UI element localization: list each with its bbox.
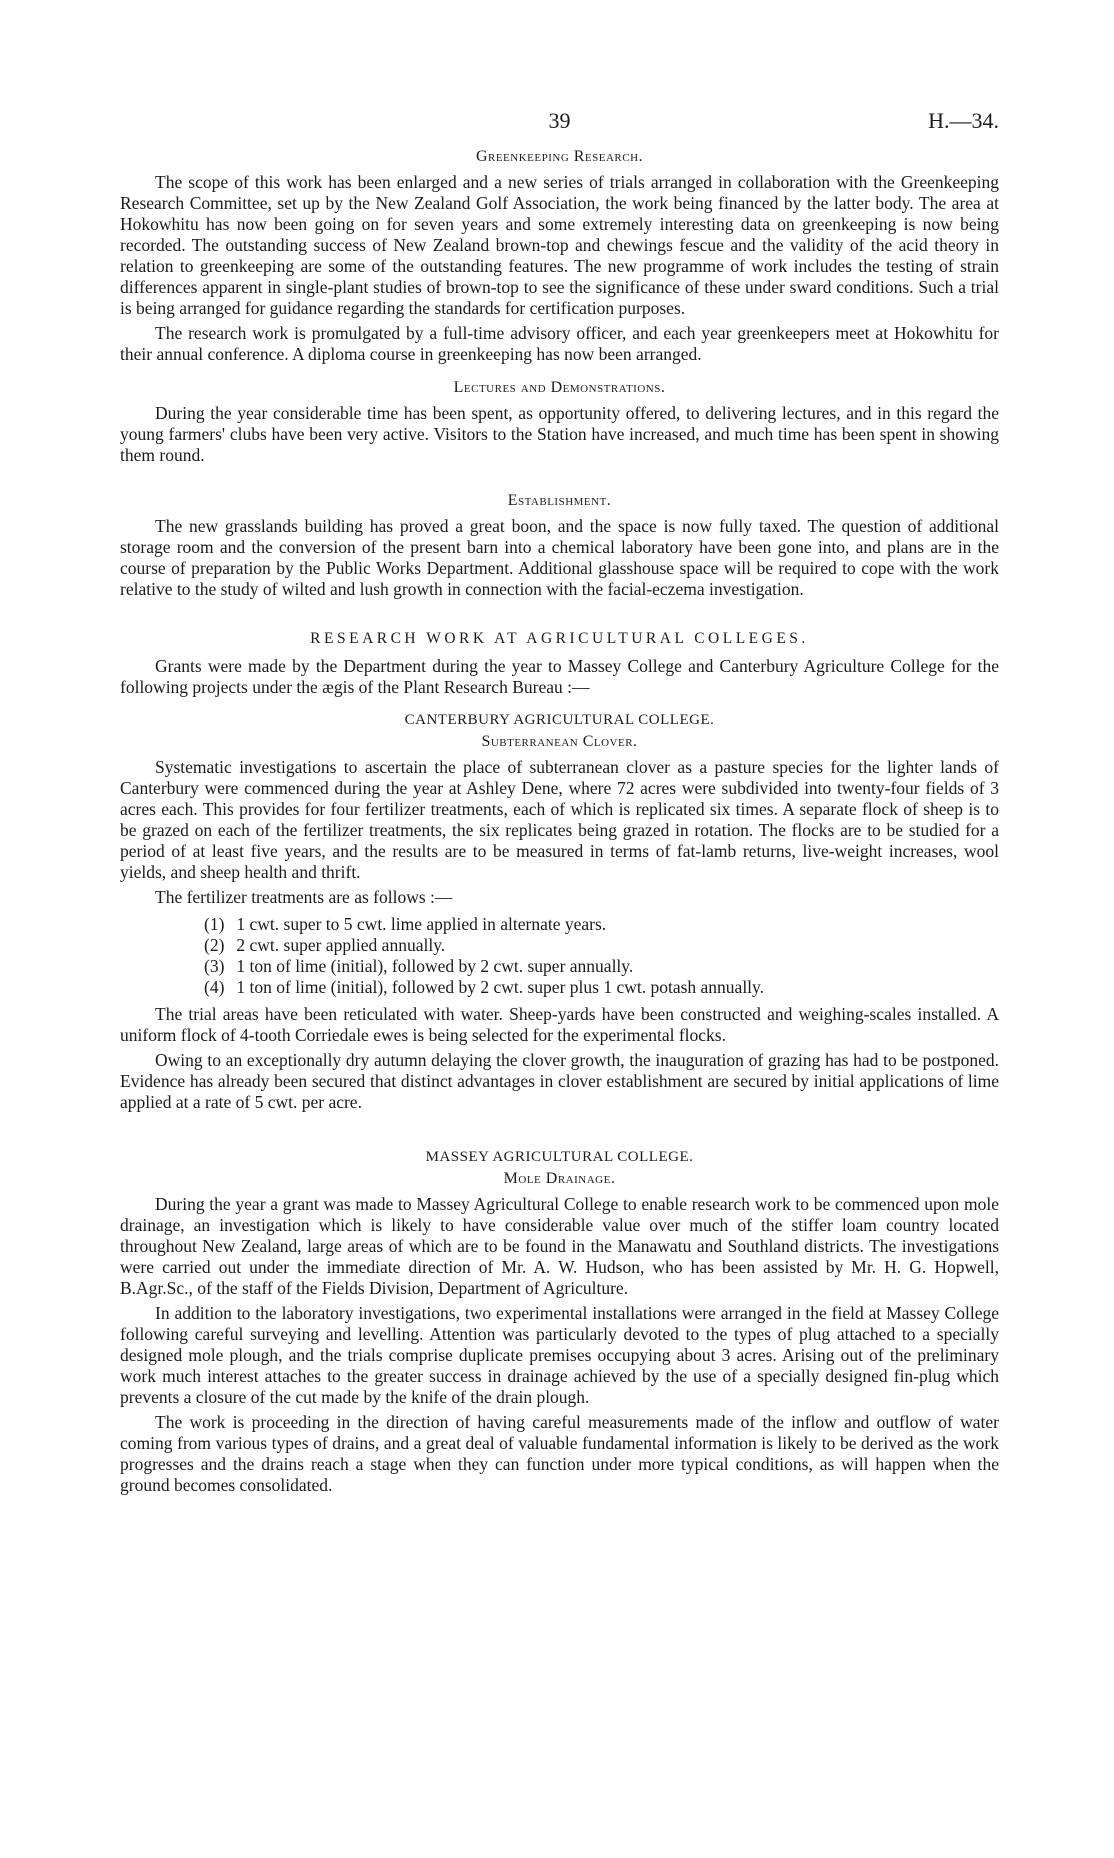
page-number: 39 <box>548 108 571 133</box>
list-item-text: 1 ton of lime (initial), followed by 2 cwt. super plus 1 cwt. potash annually. <box>236 977 765 997</box>
page-header <box>120 100 999 134</box>
lectures-heading: Lectures and Demonstrations. <box>453 379 666 396</box>
list-item <box>204 935 999 956</box>
paragraph: The work is proceeding in the direction of having careful measurements made of the inflow and outflow of water coming from various types of drains, and a great deal of valuable fundamental information is likely to be derived as the work progresses and the drains reach a stage when they can function under more typical conditions, as will happen when the ground becomes consolidated. <box>120 1412 999 1495</box>
list-item-text: 1 ton of lime (initial), followed by 2 cwt. super annually. <box>236 956 634 976</box>
subterranean-clover-heading: Subterranean Clover. <box>481 733 638 750</box>
document-reference: H.—34. <box>928 108 999 133</box>
lectures-section <box>120 379 999 466</box>
paragraph: The new grasslands building has proved a great boon, and the space is now fully taxed. The question of additional storage room and the conversion of the present barn into a chemical laboratory have been gone into, and plans are in the course of preparation by the Public Works Department. Additional glasshouse space will be required to cope with the work relative to the study of wilted and lush growth in connection with the facial-eczema investigation. <box>120 516 999 599</box>
list-item <box>204 956 999 977</box>
list-item-number: (2) <box>204 935 225 955</box>
paragraph: Systematic investigations to ascertain the place of subterranean clover as a pasture species for the lighter lands of Canterbury were commenced during the year at Ashley Dene, where 72 acres were subdivided into twenty-four fields of 3 acres each. This provides for four fertilizer treatments, each of which is replicated six times. A separate flock of sheep is to be grazed on each of the fertilizer treatments, the six replicates being grazed in rotation. The flocks are to be studied for a period of at least five years, and the results are to be measured in terms of fat-lamb returns, live-weight increases, wool yields, and sheep health and thrift. <box>120 757 999 882</box>
list-item-text: 1 cwt. super to 5 cwt. lime applied in alternate years. <box>236 914 607 934</box>
paragraph: During the year considerable time has been spent, as opportunity offered, to delivering lectures, and in this regard the young farmers' clubs have been very active. Visitors to the Station have increased, and much time has been spent in showing them round. <box>120 403 999 465</box>
list-item <box>204 977 999 998</box>
research-colleges-section <box>120 630 999 698</box>
list-item-number: (1) <box>204 914 225 934</box>
paragraph: The scope of this work has been enlarged and a new series of trials arranged in collaboration with the Greenkeeping Research Committee, set up by the New Zealand Golf Association, the work being financed by the latter body. The area at Hokowhitu has now been going on for seven years and some extremely interesting data on greenkeeping is now being recorded. The outstanding success of New Zealand brown-top and chewings fescue and the validity of the acid theory in relation to greenkeeping are some of the outstanding features. The new programme of work includes the testing of strain differences apparent in single-plant studies of brown-top to see the significance of these under sward conditions. Such a trial is being arranged for guidance regarding the standards for certification purposes. <box>120 172 999 318</box>
mole-drainage-heading: Mole Drainage. <box>503 1170 616 1187</box>
list-item-text: 2 cwt. super applied annually. <box>236 935 446 955</box>
treatments-intro: The fertilizer treatments are as follows :— <box>155 887 453 907</box>
list-item <box>204 914 999 935</box>
canterbury-section <box>120 712 999 1113</box>
paragraph: In addition to the laboratory investigations, two experimental installations were arranged in the field at Massey College following careful surveying and levelling. Attention was particularly devoted to the types of plug attached to a specially designed mole plough, and the trials comprise duplicate premises occupying about 3 acres. Arising out of the preliminary work much interest attaches to the greater success in drainage achieved by the use of a specially designed fin-plug which prevents a closure of the cut made by the knife of the drain plough. <box>120 1303 999 1407</box>
greenkeeping-heading: Greenkeeping Research. <box>475 148 644 165</box>
fertilizer-treatments-list <box>120 914 999 998</box>
paragraph: Grants were made by the Department during the year to Massey College and Canterbury Agriculture College for the following projects under the ægis of the Plant Research Bureau :— <box>120 656 999 697</box>
greenkeeping-section <box>120 148 999 365</box>
paragraph: During the year a grant was made to Massey Agricultural College to enable research work to be commenced upon mole drainage, an investigation which is likely to have considerable value over much of the stiffer loam country located throughout New Zealand, large areas of which are to be found in the Manawatu and Southland districts. The investigations were carried out under the immediate direction of Mr. A. W. Hudson, who has been assisted by Mr. H. G. Hopwell, B.Agr.Sc., of the staff of the Fields Division, Department of Agriculture. <box>120 1194 999 1298</box>
massey-section <box>120 1149 999 1496</box>
canterbury-college-heading: CANTERBURY AGRICULTURAL COLLEGE. <box>404 712 715 728</box>
establishment-heading: Establishment. <box>507 492 612 509</box>
paragraph: The trial areas have been reticulated with water. Sheep-yards have been constructed and weighing-scales installed. A uniform flock of 4-tooth Corriedale ewes is being selected for the experimental flocks. <box>120 1004 999 1045</box>
paragraph: The research work is promulgated by a full-time advisory officer, and each year greenkeepers meet at Hokowhitu for their annual conference. A diploma course in greenkeeping has now been arranged. <box>120 323 999 364</box>
list-item-number: (3) <box>204 956 225 976</box>
massey-college-heading: MASSEY AGRICULTURAL COLLEGE. <box>425 1149 694 1165</box>
research-colleges-heading: RESEARCH WORK AT AGRICULTURAL COLLEGES. <box>310 630 809 647</box>
paragraph: Owing to an exceptionally dry autumn delaying the clover growth, the inauguration of grazing has had to be postponed. Evidence has already been secured that distinct advantages in clover establishment are secured by initial applications of lime applied at a rate of 5 cwt. per acre. <box>120 1050 999 1112</box>
establishment-section <box>120 492 999 600</box>
list-item-number: (4) <box>204 977 225 997</box>
